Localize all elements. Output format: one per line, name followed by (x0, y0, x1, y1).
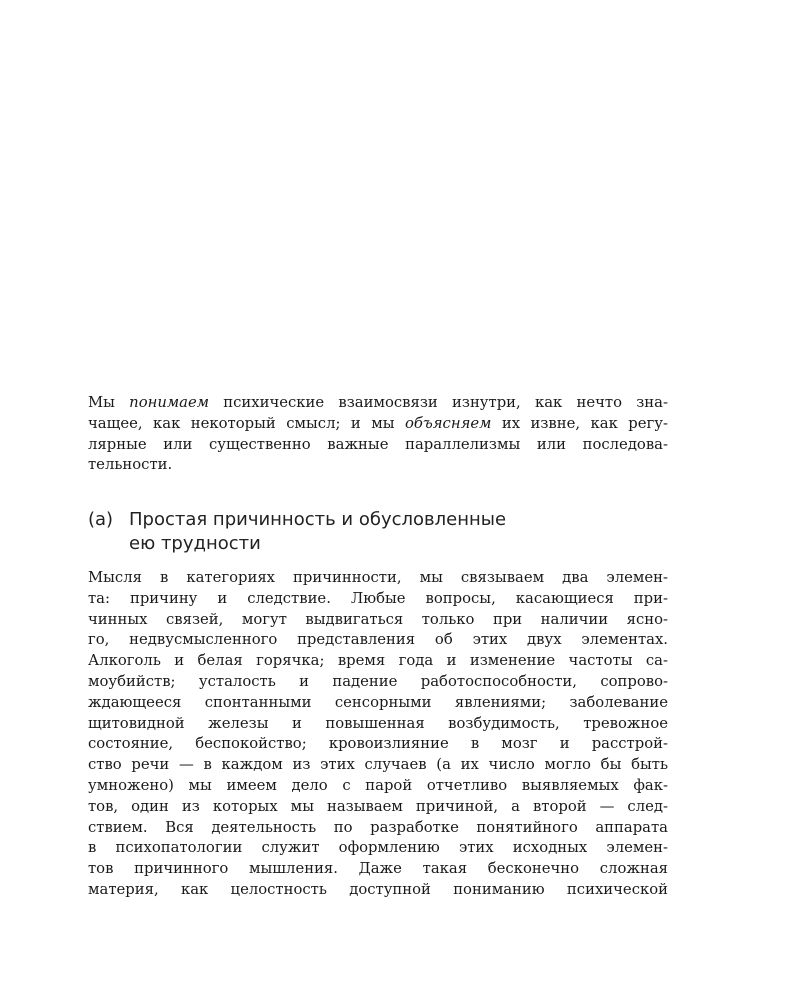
body-line: тов, один из которых мы называем причиной, а второй — след- (88, 797, 668, 815)
body-line: ждающееся спонтанными сенсорными явлениями; заболевание (88, 693, 668, 711)
intro-text: Мы (88, 394, 130, 411)
body-line: умножено) мы имеем дело с парой отчетливо выявляемых фак- (88, 776, 668, 794)
body-line: та: причину и следствие. Любые вопросы, касающиеся при- (88, 589, 668, 607)
body-line: состояние, беспокойство; кровоизлияние в мозг и расстрой- (88, 735, 668, 753)
intro-line (88, 393, 668, 414)
intro-text: чащее, как некоторый смысл; и мы (88, 414, 405, 432)
body-paragraph (88, 568, 668, 901)
intro-paragraph (88, 393, 668, 476)
body-line: моубийств; усталость и падение работоспособности, сопрово- (88, 672, 668, 690)
body-line: тов причинного мышления. Даже такая бесконечно сложная (88, 860, 668, 878)
intro-line (88, 455, 668, 476)
emphasis-word: понимаем (129, 394, 210, 411)
body-line: чинных связей, могут выдвигаться только при наличии ясно- (88, 610, 668, 628)
intro-text: их извне, как регу- (491, 414, 668, 432)
intro-line (88, 414, 668, 435)
section-title-continuation: ею трудности (129, 533, 261, 554)
section-number: (а) (88, 509, 114, 530)
intro-text: тельности. (88, 456, 173, 474)
body-line: ствием. Вся деятельность по разработке понятийного аппарата (88, 818, 668, 836)
body-line: го, недвусмысленного представления об этих двух элементах. (88, 631, 668, 649)
body-line: материя, как целостность доступной пониманию психической (88, 880, 668, 898)
body-line: щитовидной железы и повышенная возбудимость, тревожное (88, 714, 668, 732)
body-line: в психопатологии служит оформлению этих исходных элемен- (88, 839, 668, 857)
intro-text: лярные или существенно важные параллелизмы или последова- (88, 435, 668, 453)
intro-text: психические взаимосвязи изнутри, как нечто зна- (209, 394, 668, 411)
section-title: Простая причинность и обусловленные (129, 509, 507, 530)
intro-line (88, 435, 668, 456)
body-line: Алкоголь и белая горячка; время года и изменение частоты са- (88, 652, 668, 670)
section-heading (88, 508, 648, 556)
emphasis-word: объясняем (404, 414, 492, 432)
body-line: Мысля в категориях причинности, мы связываем два элемен- (88, 569, 668, 586)
body-line: ство речи — в каждом из этих случаев (а их число могло бы быть (88, 756, 668, 774)
